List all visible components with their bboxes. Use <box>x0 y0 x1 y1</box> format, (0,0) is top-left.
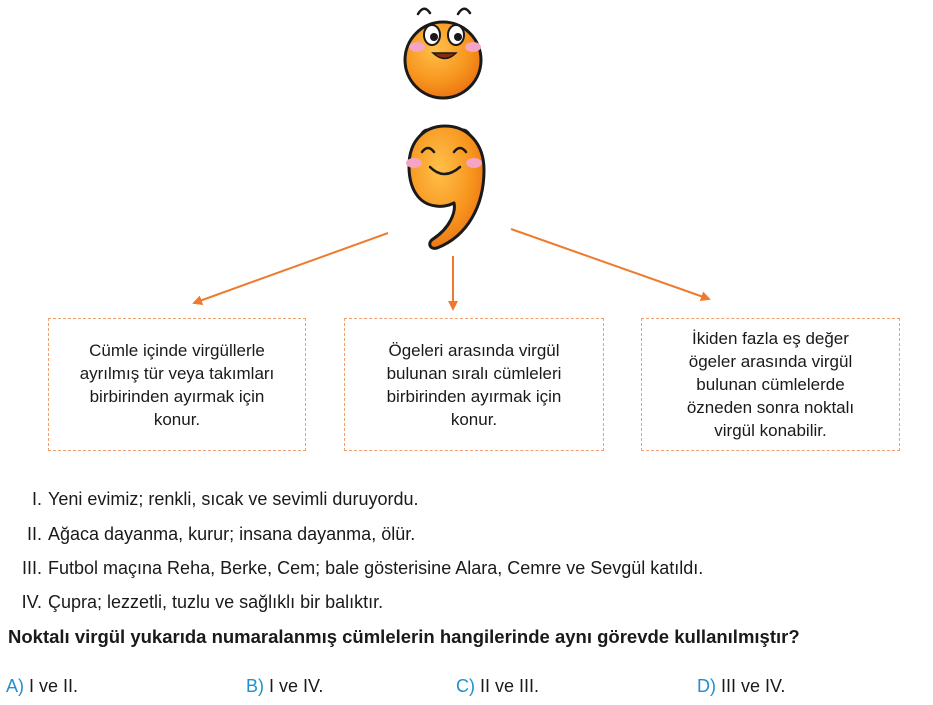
rule-box-2-line: birbirinden ayırmak için <box>386 386 562 406</box>
rule-box-1-line: birbirinden ayırmak için <box>89 386 265 406</box>
option-c[interactable] <box>456 675 539 697</box>
option-text: II ve III. <box>480 676 540 696</box>
statement-number: IV. <box>21 592 42 612</box>
rule-box-2-line: Ögeleri arasında virgül <box>388 340 560 360</box>
statement-number: I. <box>31 489 42 509</box>
rule-box-1-line: konur. <box>153 409 201 429</box>
rule-box-3-line: bulunan cümlelerde <box>696 375 845 394</box>
option-letter: D) <box>697 676 716 696</box>
arrow-right <box>511 229 709 299</box>
statement-2 <box>0 523 415 545</box>
rule-box-1-line: Cümle içinde virgüllerle <box>89 340 265 360</box>
rule-box-2 <box>344 318 604 451</box>
option-a[interactable] <box>6 675 78 697</box>
statement-text: Çupra; lezzetli, tuzlu ve sağlıklı bir balıktır. <box>48 592 384 612</box>
rule-box-3-line: İkiden fazla eş değer <box>692 329 849 348</box>
statement-text: Futbol maçına Reha, Berke, Cem; bale gösterisine Alara, Cemre ve Sevgül katıldı. <box>48 558 704 578</box>
rule-box-1-line: ayrılmış tür veya takımları <box>79 363 275 383</box>
rule-box-3-line: özneden sonra noktalı <box>686 398 855 417</box>
option-d[interactable] <box>697 675 785 697</box>
arrow-left <box>194 233 388 303</box>
option-text: III ve IV. <box>721 676 786 696</box>
statement-number: III. <box>21 558 42 578</box>
statement-3 <box>0 557 703 579</box>
rule-box-1 <box>48 318 306 451</box>
option-letter: C) <box>456 676 475 696</box>
rule-box-2-line: bulunan sıralı cümleleri <box>386 363 562 383</box>
option-text: I ve II. <box>29 676 79 696</box>
rule-box-3 <box>641 318 900 451</box>
option-letter: B) <box>246 676 264 696</box>
statement-1 <box>0 488 418 510</box>
statement-text: Yeni evimiz; renkli, sıcak ve sevimli duruyordu. <box>48 489 419 509</box>
question-text: Noktalı virgül yukarıda numaralanmış cümlelerin hangilerinde aynı görevde kullanılmıştır? <box>8 626 800 647</box>
statement-text: Ağaca dayanma, kurur; insana dayanma, ölür. <box>48 524 416 544</box>
statement-4 <box>0 591 383 613</box>
option-letter: A) <box>6 676 24 696</box>
statement-number: II. <box>26 524 42 544</box>
option-b[interactable] <box>246 675 323 697</box>
rule-box-3-line: ögeler arasında virgül <box>688 352 853 371</box>
option-text: I ve IV. <box>269 676 324 696</box>
semicolon-comma-character-icon <box>406 126 484 248</box>
semicolon-dot-character-icon <box>405 9 481 98</box>
rule-box-2-line: konur. <box>450 409 498 429</box>
rule-box-3-line: virgül konabilir. <box>714 421 827 440</box>
